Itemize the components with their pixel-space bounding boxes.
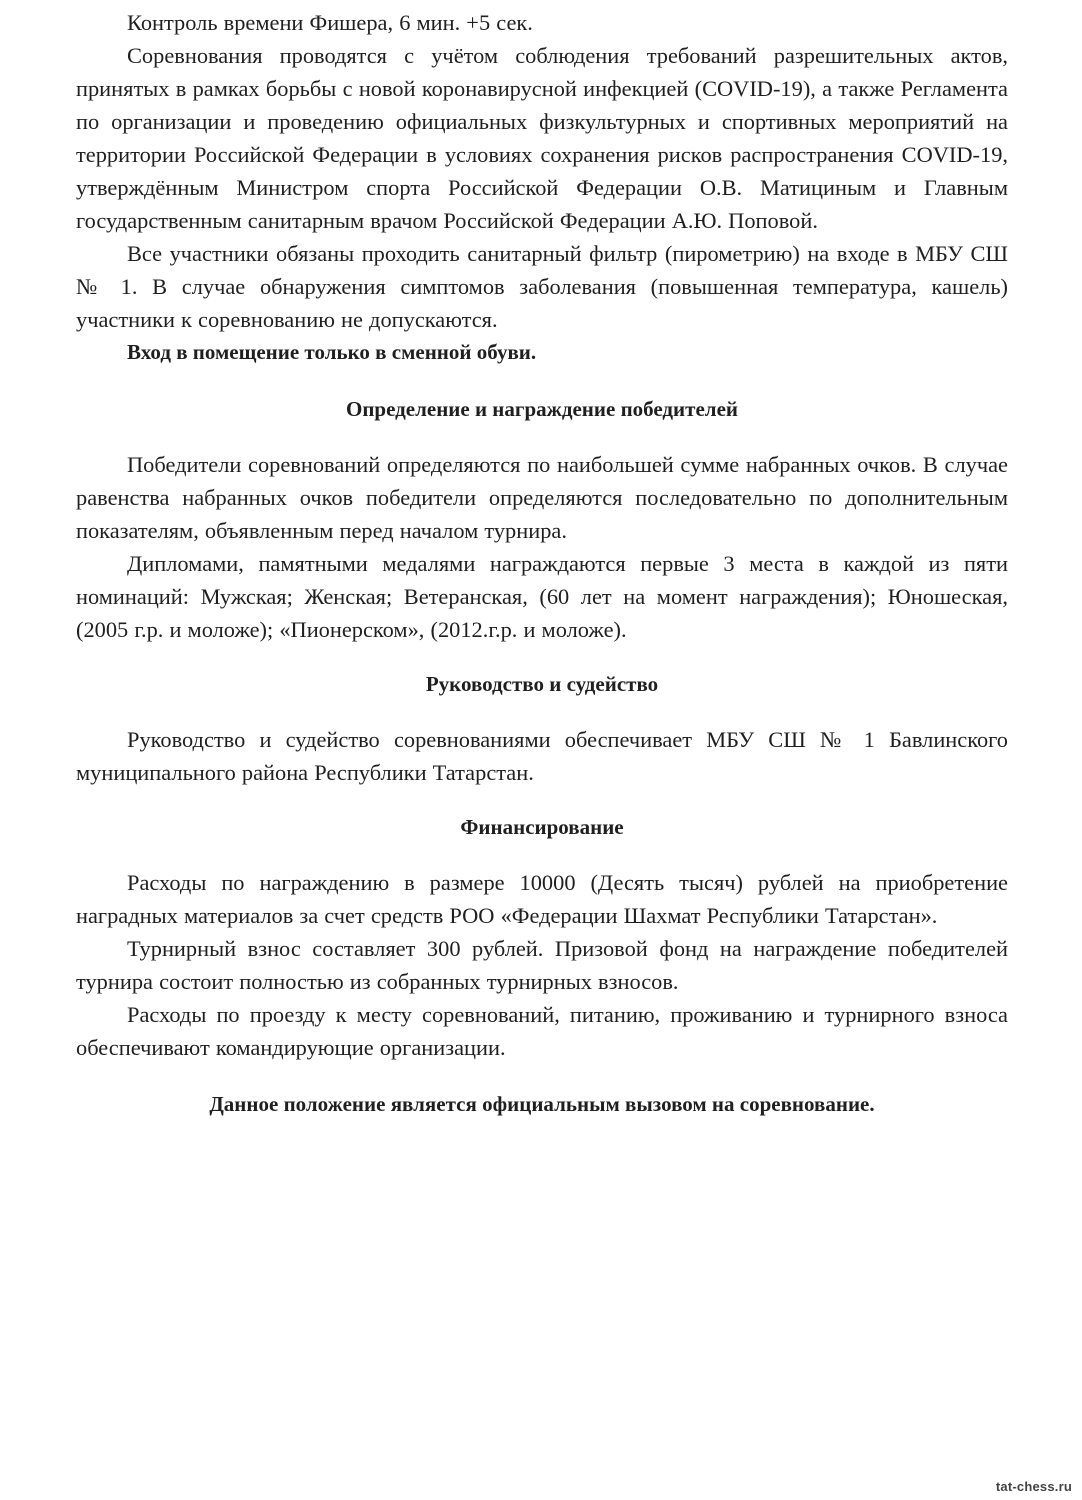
financing-paragraph-3: Расходы по проезду к месту соревнований, питанию, проживанию и турнирного взноса обеспечивают командирующие организации. <box>76 1002 1008 1060</box>
financing-paragraph-2: Турнирный взнос составляет 300 рублей. Призовой фонд на награждение победителей турнира состоит полностью из собранных турнирных взносов. <box>76 936 1008 994</box>
document-page <box>76 6 1008 1121</box>
closing-statement: Данное положение является официальным вызовом на соревнование. <box>209 1092 875 1116</box>
winners-paragraph-2: Дипломами, памятными медалями награждаются первые 3 места в каждой из пяти номинаций: Мужская; Женская; Ветеранская, (60 лет на момент награждения); Юношеская, (2005 г.р. и моложе); «Пионерском», (2012.г.р. и моложе). <box>76 551 1008 642</box>
financing-heading: Финансирование <box>460 815 624 839</box>
winners-paragraph-1: Победители соревнований определяются по наибольшей сумме набранных очков. В случае равенства набранных очков победители определяются последовательно по дополнительным показателям, объявленным перед началом турнира. <box>76 452 1008 543</box>
time-control-paragraph: Контроль времени Фишера, 6 мин. +5 сек. <box>127 10 533 35</box>
financing-paragraph-1: Расходы по награждению в размере 10000 (Десять тысяч) рублей на приобретение наградных материалов за счет средств РОО «Федерации Шахмат Республики Татарстан». <box>76 870 1008 928</box>
management-heading: Руководство и судейство <box>425 672 659 696</box>
shoes-notice: Вход в помещение только в сменной обуви. <box>127 340 537 364</box>
winners-heading: Определение и награждение победителей <box>345 397 738 421</box>
sanitary-filter-paragraph: Все участники обязаны проходить санитарный фильтр (пирометрию) на входе в МБУ СШ № 1. В случае обнаружения симптомов заболевания (повышенная температура, кашель) участники к соревнованию не допускаются. <box>76 241 1008 332</box>
management-paragraph: Руководство и судейство соревнованиями обеспечивает МБУ СШ № 1 Бавлинского муниципального района Республики Татарстан. <box>76 727 1008 785</box>
covid-rules-paragraph: Соревнования проводятся с учётом соблюдения требований разрешительных актов, принятых в рамках борьбы с новой коронавирусной инфекцией (COVID-19), а также Регламента по организации и проведению официальных физкультурных и спортивных мероприятий на территории Российской Федерации в условиях сохранения рисков распространения COVID-19, утверждённым Министром спорта Российской Федерации О.В. Матициным и Главным государственным санитарным врачом Российской Федерации А.Ю. Поповой. <box>76 43 1008 233</box>
site-watermark: tat-chess.ru <box>995 1479 1072 1494</box>
